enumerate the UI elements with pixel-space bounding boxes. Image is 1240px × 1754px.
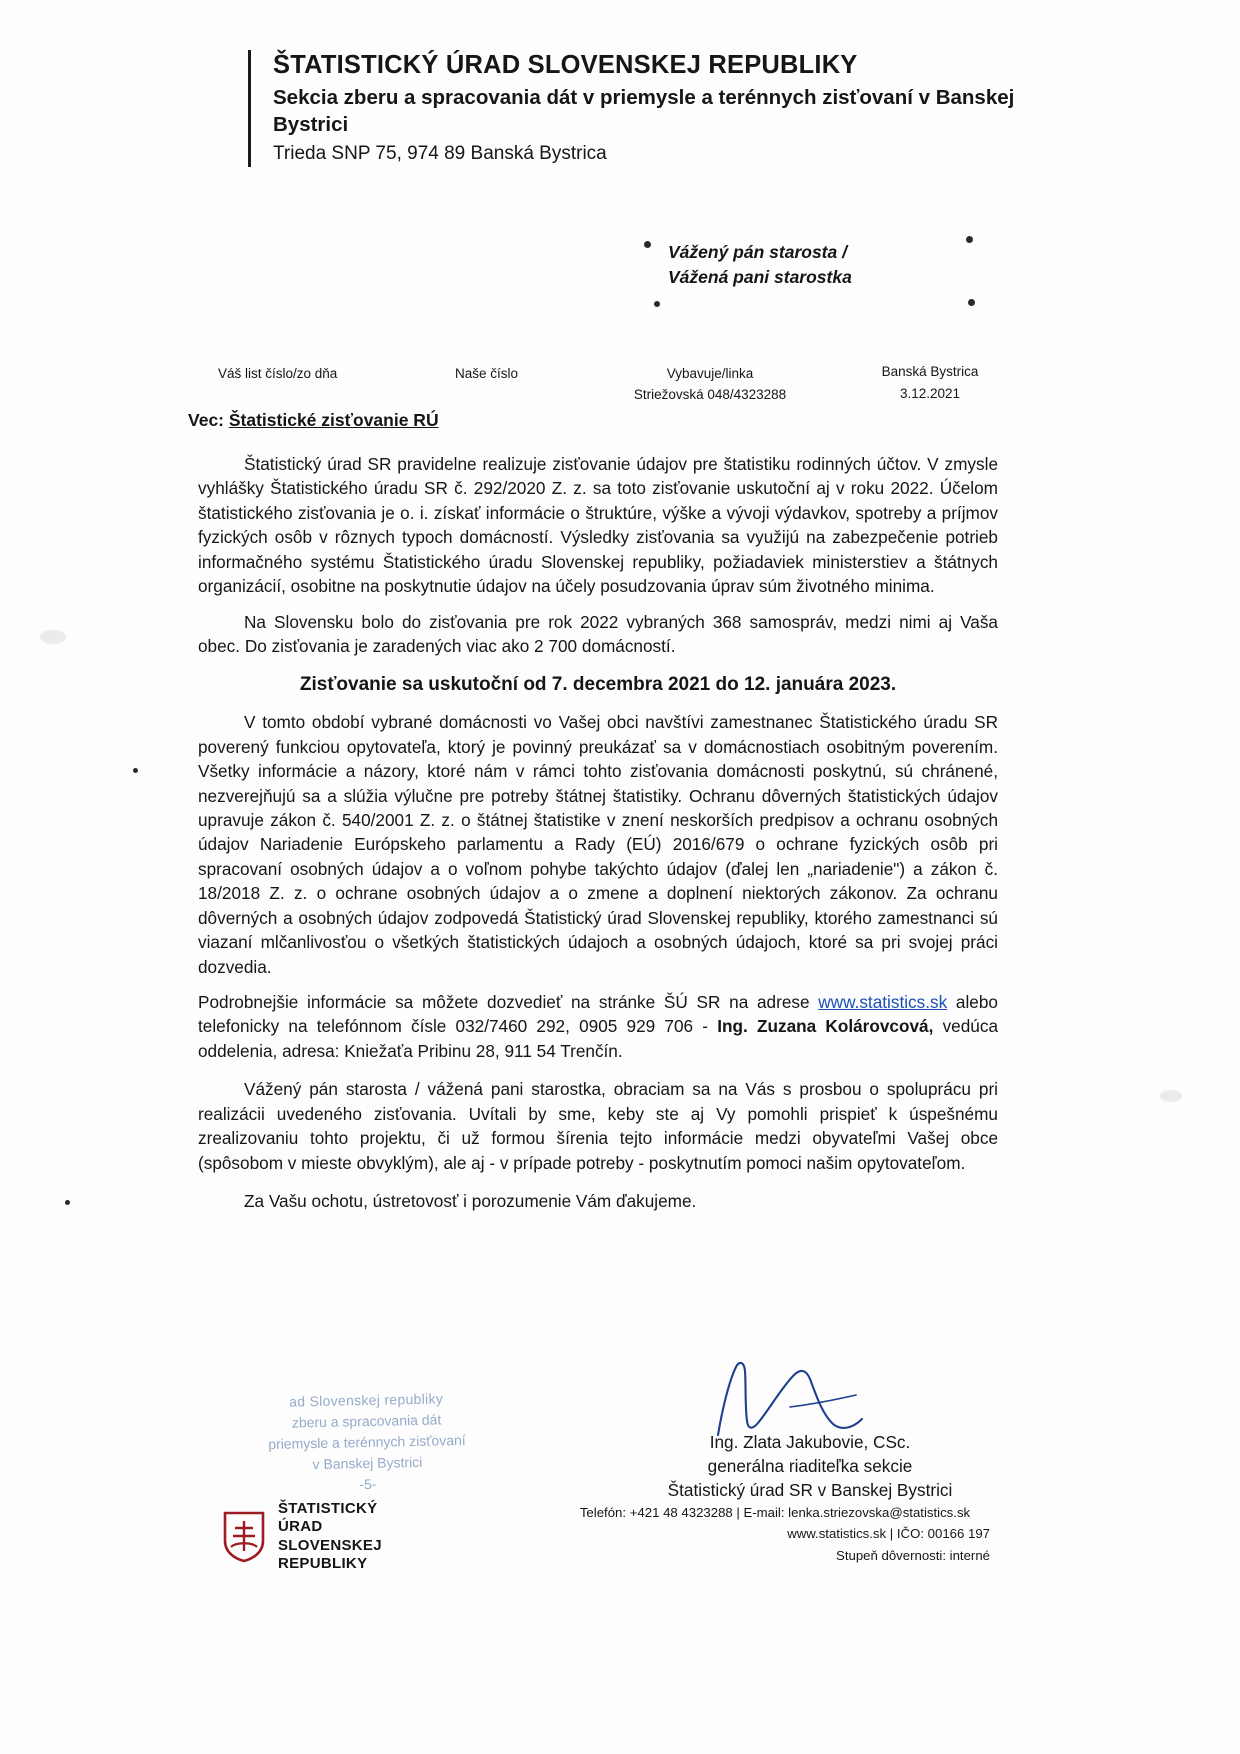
- signer-name: Ing. Zlata Jakubovie, CSc.: [709, 1432, 911, 1452]
- scan-speckle: [968, 299, 975, 306]
- stamp-line-4: v Banskej Bystrici: [312, 1453, 423, 1473]
- our-number-label: Naše číslo: [455, 366, 519, 381]
- footer-org-line-4: REPUBLIKY: [278, 1554, 368, 1572]
- handwritten-signature: [690, 1355, 890, 1440]
- footer-phone-email: Telefón: +421 48 4323288 | E-mail: lenka.striezovska@statistics.sk: [579, 1505, 971, 1520]
- stamp-line-2: zberu a spracovania dát: [291, 1411, 442, 1431]
- scan-smudge: [1160, 1090, 1182, 1102]
- footer-org-line-3: SLOVENSKEJ: [278, 1536, 382, 1554]
- stamp-line-1: ad Slovenskej republiky: [288, 1390, 444, 1410]
- body-paragraph-6: Za Vašu ochotu, ústretovosť i porozumenie Vám ďakujeme.: [244, 1190, 697, 1211]
- scan-speckle: [65, 1200, 70, 1205]
- contact-mid: alebo telefonicky na telefónnom čísle 032/7460 292, 0905 929 706 -: [198, 991, 998, 1037]
- footer-confidentiality: Stupeň dôvernosti: interné: [836, 1547, 990, 1563]
- org-name: ŠTATISTICKÝ ÚRAD SLOVENSKEJ REPUBLIKY: [273, 51, 858, 79]
- scan-speckle: [654, 301, 660, 307]
- scan-speckle: [644, 241, 651, 248]
- org-department: Sekcia zberu a spracovania dát v priemysle a terénnych zisťovaní v Banskej Bystrici: [273, 85, 1015, 136]
- scan-speckle: [133, 768, 138, 773]
- footer-org-name: [278, 1500, 382, 1573]
- handler-label: Vybavuje/linka: [666, 366, 754, 381]
- signer-title: generálna riaditeľka sekcie: [707, 1456, 913, 1477]
- addressee-line-1: Vážený pán starosta /: [668, 242, 847, 262]
- handler-value: Striežovská 048/4323288: [633, 387, 787, 402]
- footer-logo: [222, 1500, 382, 1573]
- body-paragraph-4: [198, 990, 998, 1063]
- letterhead: [248, 50, 1033, 167]
- reference-row: [200, 362, 1130, 410]
- footer-web-ico: www.statistics.sk | IČO: 00166 197: [787, 1526, 990, 1542]
- place-date-block: [820, 364, 1040, 401]
- addressee-line-2: Vážená pani starostka: [668, 267, 852, 288]
- body-paragraph-5: Vážený pán starosta / vážená pani starostka, obraciam sa na Vás s prosbou o spoluprácu pri realizácii uvedeného zisťovania. Uvítali by sme, keby ste aj Vy pomohli prispieť k úspešnému zrealizovaniu tohto projektu, či už formou šírenia tejto informácie medzi obyvateľmi Vašej obce (spôsobom v mieste obvyklým), ale aj - v prípade potreby - poskytnutím pomoci našim opytovateľom.: [198, 1079, 998, 1173]
- stamp-line-3: priemysle a terénnych zisťovaní: [268, 1431, 466, 1453]
- contact-person-name: Ing. Zuzana Kolárovcová,: [717, 1016, 934, 1037]
- footer-org-line-2: ÚRAD: [278, 1518, 323, 1536]
- survey-period-highlight: Zisťovanie sa uskutoční od 7. decembra 2021 do 12. januára 2023.: [299, 674, 897, 696]
- footer-org-line-1: ŠTATISTICKÝ: [278, 1500, 378, 1517]
- subject-line: [188, 410, 439, 431]
- subject-value: Štatistické zisťovanie RÚ: [228, 410, 439, 430]
- body-paragraph-2: Na Slovensku bolo do zisťovania pre rok 2022 vybraných 368 samospráv, medzi nimi aj Vaša obec. Do zisťovania je zaradených viac ako 2 700 domácností.: [198, 611, 998, 656]
- date-value: 3.12.2021: [899, 386, 961, 401]
- signature-block: [600, 1430, 1020, 1502]
- footer-contact: [560, 1502, 990, 1566]
- stamp-page-number: -5-: [359, 1475, 377, 1493]
- statistics-website-link[interactable]: www.statistics.sk: [818, 991, 948, 1012]
- contact-suffix: vedúca oddelenia, adresa: Kniežaťa Pribinu 28, 911 54 Trenčín.: [198, 1016, 999, 1061]
- body-paragraph-1: Štatistický úrad SR pravidelne realizuje zisťovanie údajov pre štatistiku rodinných účtov. V zmysle vyhlášky Štatistického úradu SR č. 292/2020 Z. z. sa toto zisťovanie uskutoční aj v roku 2022. Účelom štatistického zisťovania je o. i. získať informácie o štruktúre, výške a vývoji výdavkov, spotreby a príjmov fyzických osôb v rôznych typoch domácností. Výsledky zisťovania sa využijú na zabezpečenie potrieb informačného systému Štatistického úradu Slovenskej republiky, požiadaviek ministerstiev a štátnych organizácií, osobitne na poskytnutie údajov na účely posudzovania úprav súm životného minima.: [198, 454, 998, 597]
- signer-org: Štatistický úrad SR v Banskej Bystrici: [667, 1480, 953, 1501]
- org-address: Trieda SNP 75, 974 89 Banská Bystrica: [273, 143, 607, 165]
- addressee-block: [668, 240, 852, 291]
- your-letter-label: Váš list číslo/zo dňa: [218, 366, 338, 381]
- body-paragraph-3: V tomto období vybrané domácnosti vo Vašej obci navštívi zamestnanec Štatistického úradu SR poverený funkciou opytovateľa, ktorý je povinný preukázať sa v domácnostiach osobitným poverením. Všetky informácie a názory, ktoré nám v rámci tohto zisťovania domácnosti poskytnú, sú chránené, nezverejňujú sa a slúžia výlučne pre potreby štátnej štatistiky. Ochranu dôverných štatistických údajov upravuje zákon č. 540/2001 Z. z. o štátnej štatistike v znení neskorších predpisov a ochranu osobných údajov Nariadenie Európskeho parlamentu a Rady (EÚ) 2016/679 o ochrane fyzických osôb pri spracovaní osobných údajov a o voľnom pohybe takýchto údajov (ďalej len „nariadenie") a zákon č. 18/2018 Z. z. o ochrane osobných údajov a o zmene a doplnení niektorých zákonov. Za ochranu dôverných a osobných údajov zodpovedá Štatistický úrad Slovenskej republiky, ktorého zamestnanci sú viazaní mlčanlivosťou o všetkých štatistických údajoch a osobných údajoch, ktoré sa pri svojej práci dozvedia.: [198, 712, 998, 977]
- office-stamp: [231, 1387, 503, 1498]
- place-value: Banská Bystrica: [881, 364, 979, 379]
- contact-prefix: Podrobnejšie informácie sa môžete dozvedieť na stránke ŠÚ SR na adrese: [198, 991, 819, 1012]
- letter-body: [198, 452, 998, 1224]
- scan-speckle: [966, 236, 973, 243]
- subject-label: Vec:: [188, 410, 224, 430]
- handler-block: [595, 366, 825, 402]
- scan-smudge: [40, 630, 66, 644]
- slovak-coat-of-arms-icon: [222, 1511, 266, 1563]
